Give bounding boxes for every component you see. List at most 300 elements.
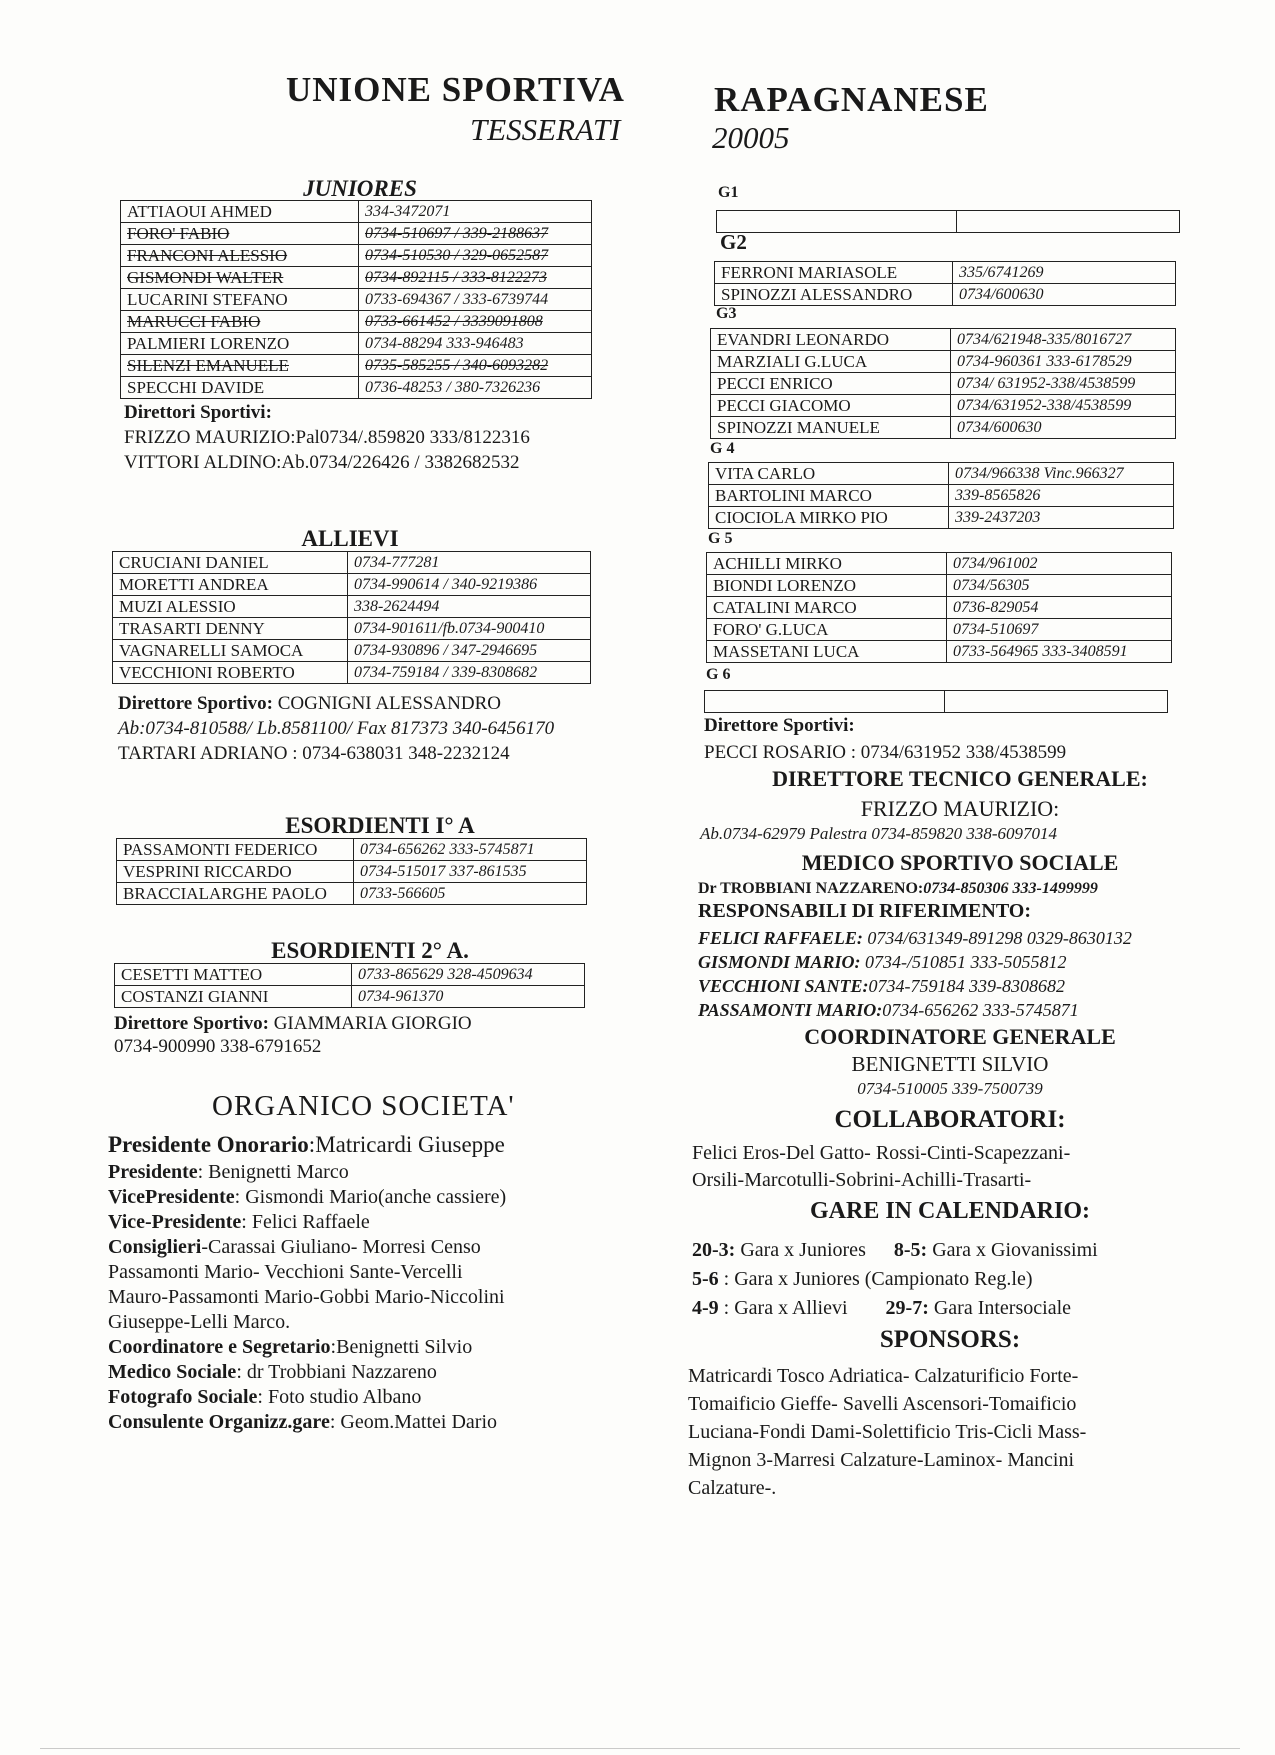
esordienti2-director-phone: 0734-900990 338-6791652: [114, 1036, 322, 1057]
phone-cell: [953, 262, 1176, 284]
member-name: MARZIALI G.LUCA: [717, 351, 868, 371]
phone-cell: [348, 552, 591, 574]
phone-cell: [352, 986, 585, 1008]
member-name: ACHILLI MIRKO: [713, 553, 842, 573]
phone-cell: [354, 883, 587, 905]
resp-phone: 0734/631349-891298 0329-8630132: [862, 928, 1132, 948]
phone-cell: [359, 333, 592, 355]
name-cell: [113, 552, 348, 574]
member-name: VESPRINI RICCARDO: [123, 861, 292, 881]
sponsors-line: Luciana-Fondi Dami-Solettificio Tris-Cicli Mass-: [688, 1421, 1087, 1443]
resp-name: VECCHIONI SANTE:: [698, 976, 869, 996]
subtitle-left: TESSERATI: [470, 112, 621, 147]
allievi-extra-contact: TARTARI ADRIANO : 0734-638031 348-2232124: [118, 743, 510, 764]
member-phone: 0734-777281: [354, 553, 440, 571]
phone-cell: [953, 284, 1176, 306]
table-row: [707, 575, 1172, 597]
member-phone: 338-2624494: [354, 597, 440, 615]
member-phone: 0734-930896 / 347-2946695: [354, 641, 538, 659]
member-name: FORO' G.LUCA: [713, 619, 829, 639]
allievi-director-name: COGNIGNI ALESSANDRO: [277, 693, 501, 714]
gare-date: 4-9: [692, 1297, 719, 1319]
sponsors-line: Matricardi Tosco Adriatica- Calzaturificio Forte-: [688, 1365, 1079, 1387]
member-phone: 0734/966338 Vinc.966327: [955, 464, 1124, 482]
member-phone: 0733-865629 328-4509634: [358, 965, 533, 983]
organico-role: Presidente Onorario: [108, 1132, 309, 1157]
table-row: [711, 329, 1176, 351]
sponsors-line: Tomaificio Gieffe- Savelli Ascensori-Tomaificio: [688, 1393, 1077, 1415]
member-phone: 0734-892115 / 333-8122273: [365, 268, 547, 286]
phone-cell: [951, 329, 1176, 351]
name-cell: [715, 284, 953, 306]
medico-line: [698, 880, 1098, 898]
esordienti2-director-label: Direttore Sportivo:: [114, 1013, 269, 1034]
name-cell: [121, 311, 359, 333]
esordienti2-director-name: GIAMMARIA GIORGIO: [273, 1013, 472, 1034]
g6-label: G 6: [706, 666, 731, 683]
member-name: SILENZI EMANUELE: [127, 355, 289, 375]
g5-label: G 5: [708, 530, 733, 547]
gare-line: [692, 1236, 1098, 1265]
consiglieri-line: Passamonti Mario- Vecchioni Sante-Vercelli: [108, 1261, 463, 1283]
juniores-director-2: VITTORI ALDINO:Ab.0734/226426 / 3382682532: [124, 452, 520, 473]
table-row: [121, 333, 592, 355]
organico-sep: :: [241, 1211, 252, 1233]
name-cell: [113, 618, 348, 640]
organico-value: Geom.Mattei Dario: [340, 1411, 498, 1433]
coord-phone: 0734-510005 339-7500739: [857, 1079, 1043, 1098]
organico-sep: :: [330, 1336, 337, 1358]
g3-label: G3: [716, 305, 737, 322]
organico-role: Vice-Presidente: [108, 1211, 242, 1233]
organico-line: [108, 1335, 648, 1360]
title-left: UNIONE SPORTIVA: [286, 70, 625, 109]
member-name: MARUCCI FABIO: [127, 311, 261, 331]
organico-value: Matricardi Giuseppe: [315, 1132, 505, 1157]
organico-line: [108, 1130, 648, 1160]
phone-cell: [951, 417, 1176, 439]
gare-line: [692, 1294, 1098, 1323]
empty-cell: [945, 691, 1168, 713]
member-name: FERRONI MARIASOLE: [721, 262, 898, 282]
title-right: RAPAGNANESE: [714, 80, 989, 119]
table-row: [121, 377, 592, 399]
gare-date: 29-7:: [885, 1297, 929, 1319]
name-cell: [707, 619, 947, 641]
member-phone: 0734-990614 / 340-9219386: [354, 575, 538, 593]
giovani-director-label: Direttore Sportivi:: [704, 715, 855, 736]
gare-text: : Gara x Allievi: [718, 1297, 848, 1319]
gare-text: Gara x Juniores: [735, 1239, 866, 1261]
g4-label: G 4: [710, 440, 735, 457]
member-name: BIONDI LORENZO: [713, 575, 857, 595]
name-cell: [709, 507, 949, 529]
phone-cell: [951, 395, 1176, 417]
sponsors-title: SPONSORS:: [879, 1326, 1021, 1353]
member-phone: 0734-759184 / 339-8308682: [354, 663, 538, 681]
gare-text: : Gara x Juniores (Campionato Reg.le): [718, 1268, 1033, 1290]
gare-line: [692, 1265, 1098, 1294]
phone-cell: [949, 507, 1174, 529]
table-row: [121, 355, 592, 377]
gare-text: Gara x Giovanissimi: [927, 1239, 1098, 1261]
table-row: [115, 964, 585, 986]
dtg-name: FRIZZO MAURIZIO:: [860, 796, 1060, 821]
resp-line: [698, 974, 1132, 998]
name-cell: [121, 377, 359, 399]
table-row: [711, 373, 1176, 395]
name-cell: [709, 463, 949, 485]
table-row: [709, 507, 1174, 529]
collab-list: [692, 1140, 1070, 1194]
phone-cell: [348, 662, 591, 684]
name-cell: [117, 883, 354, 905]
name-cell: [711, 351, 951, 373]
empty-cell: [717, 211, 957, 233]
member-phone: 0734-510530 / 329-0652587: [365, 246, 549, 264]
gare-date: 20-3:: [692, 1239, 736, 1261]
organico-role: Fotografo Sociale: [108, 1386, 258, 1408]
table-row: [113, 618, 591, 640]
resp-line: [698, 998, 1132, 1022]
name-cell: [121, 267, 359, 289]
table-row: [117, 883, 587, 905]
member-name: PALMIERI LORENZO: [127, 333, 290, 353]
member-phone: 335/6741269: [959, 263, 1044, 281]
table-row: [121, 311, 592, 333]
gare-title: GARE IN CALENDARIO:: [809, 1198, 1091, 1224]
organico-value: Benignetti Marco: [208, 1161, 349, 1183]
table-row: [121, 201, 592, 223]
name-cell: [121, 201, 359, 223]
coord-name: BENIGNETTI SILVIO: [851, 1052, 1049, 1076]
table-row: [707, 597, 1172, 619]
table-row: [117, 861, 587, 883]
member-name: SPINOZZI ALESSANDRO: [721, 284, 913, 304]
member-name: PECCI ENRICO: [717, 373, 833, 393]
table-row: [717, 211, 1180, 233]
name-cell: [113, 640, 348, 662]
member-name: CATALINI MARCO: [713, 597, 857, 617]
name-cell: [121, 245, 359, 267]
esordienti1-title: ESORDIENTI I° A: [285, 813, 475, 838]
phone-cell: [348, 574, 591, 596]
member-phone: 0733-661452 / 3339091808: [365, 312, 543, 330]
phone-cell: [947, 575, 1172, 597]
name-cell: [117, 839, 354, 861]
member-phone: 0734/600630: [957, 418, 1042, 436]
collab-title: COLLABORATORI:: [834, 1106, 1066, 1133]
organico-sep: :: [197, 1161, 209, 1183]
member-phone: 0734/56305: [953, 576, 1030, 594]
member-name: PECCI GIACOMO: [717, 395, 851, 415]
sponsors-line: Calzature-.: [688, 1477, 777, 1499]
member-phone: 0736-48253 / 380-7326236: [365, 378, 541, 396]
table-row: [707, 641, 1172, 663]
organico-line: [108, 1160, 648, 1185]
table-row: [117, 839, 587, 861]
sponsors-list: [688, 1362, 1086, 1502]
g1-table: [716, 210, 1180, 233]
organico-line: [108, 1360, 648, 1385]
collab-line: Felici Eros-Del Gatto- Rossi-Cinti-Scapezzani-: [692, 1142, 1071, 1164]
organico-role: VicePresidente: [108, 1186, 235, 1208]
organico-line: [108, 1410, 648, 1435]
organico-role: Consiglieri: [108, 1236, 202, 1258]
gare-text: Gara Intersociale: [928, 1297, 1071, 1319]
table-row: [121, 223, 592, 245]
esordienti2-table: [114, 963, 585, 1008]
name-cell: [707, 575, 947, 597]
phone-cell: [359, 355, 592, 377]
consiglieri-line: Giuseppe-Lelli Marco.: [108, 1311, 291, 1333]
phone-cell: [359, 377, 592, 399]
name-cell: [115, 964, 352, 986]
table-row: [711, 395, 1176, 417]
name-cell: [113, 662, 348, 684]
table-row: [709, 463, 1174, 485]
gare-date: 5-6: [692, 1268, 719, 1290]
phone-cell: [348, 618, 591, 640]
g2-table: [714, 261, 1176, 306]
table-row: [709, 485, 1174, 507]
table-row: [113, 640, 591, 662]
member-name: SPINOZZI MANUELE: [717, 417, 880, 437]
table-row: [121, 289, 592, 311]
organico-sep: :: [308, 1132, 316, 1157]
member-name: MORETTI ANDREA: [119, 574, 269, 594]
organico-value: Carassai Giuliano- Morresi Censo: [208, 1236, 481, 1258]
table-row: [121, 245, 592, 267]
coord-title: COORDINATORE GENERALE: [804, 1024, 1116, 1049]
organico-sep: :: [257, 1386, 268, 1408]
organico-sep: :: [236, 1361, 247, 1383]
member-name: LUCARINI STEFANO: [127, 289, 288, 309]
member-phone: 0734-88294 333-946483: [365, 334, 524, 352]
name-cell: [711, 373, 951, 395]
consiglieri-line: Mauro-Passamonti Mario-Gobbi Mario-Niccolini: [108, 1286, 505, 1308]
member-phone: 0733-694367 / 333-6739744: [365, 290, 549, 308]
juniores-directors-label: Direttori Sportivi:: [124, 402, 272, 423]
member-name: BARTOLINI MARCO: [715, 485, 872, 505]
name-cell: [117, 861, 354, 883]
member-phone: 0734/ 631952-338/4538599: [957, 374, 1136, 392]
member-name: VITA CARLO: [715, 463, 816, 483]
organico-line: [108, 1235, 648, 1260]
resp-name: GISMONDI MARIO:: [698, 952, 861, 972]
phone-cell: [951, 351, 1176, 373]
esordienti2-director: [114, 1012, 472, 1035]
allievi-title: ALLIEVI: [301, 526, 399, 551]
member-name: TRASARTI DENNY: [119, 618, 265, 638]
member-phone: 0734-901611/fb.0734-900410: [354, 619, 545, 637]
scan-edge: [40, 1748, 1240, 1749]
member-name: ATTIAOUI AHMED: [127, 201, 272, 221]
organico-role: Coordinatore e Segretario: [108, 1336, 331, 1358]
allievi-director-contacts: Ab:0734-810588/ Lb.8581100/ Fax 817373 340-6456170: [118, 718, 555, 739]
member-name: VECCHIONI ROBERTO: [119, 662, 295, 682]
phone-cell: [359, 311, 592, 333]
resp-phone: 0734-759184 339-8308682: [868, 976, 1066, 996]
resp-line: [698, 926, 1132, 950]
juniores-director-1: FRIZZO MAURIZIO:Pal0734/.859820 333/8122316: [124, 427, 530, 448]
table-row: [113, 552, 591, 574]
resp-line: [698, 950, 1132, 974]
name-cell: [121, 223, 359, 245]
member-phone: 0734-510697: [953, 620, 1039, 638]
resp-phone: 0734-656262 333-5745871: [882, 1000, 1079, 1020]
phone-cell: [359, 223, 592, 245]
organico-line: [108, 1210, 648, 1235]
medico-phone: 0734-850306 333-1499999: [923, 880, 1098, 897]
name-cell: [715, 262, 953, 284]
phone-cell: [359, 267, 592, 289]
member-phone: 0734-510697 / 339-2188637: [365, 224, 549, 242]
member-name: BRACCIALARGHE PAOLO: [123, 883, 327, 903]
member-phone: 0736-829054: [953, 598, 1039, 616]
giovani-director-line: PECCI ROSARIO : 0734/631952 338/4538599: [704, 742, 1067, 763]
organico-value: Gismondi Mario(anche cassiere): [245, 1186, 507, 1208]
name-cell: [121, 289, 359, 311]
gare-date: 8-5:: [893, 1239, 928, 1261]
member-name: FORO' FABIO: [127, 223, 230, 243]
member-phone: 0734/961002: [953, 554, 1038, 572]
name-cell: [707, 597, 947, 619]
member-phone: 0734-960361 333-6178529: [957, 352, 1132, 370]
member-name: MUZI ALESSIO: [119, 596, 236, 616]
organico-line: [108, 1185, 648, 1210]
member-phone: 334-3472071: [365, 202, 451, 220]
allievi-director-label: Direttore Sportivo:: [118, 693, 273, 714]
organico-role: Consulente Organizz.gare: [108, 1411, 330, 1433]
name-cell: [113, 596, 348, 618]
name-cell: [711, 417, 951, 439]
organico-sep: :: [234, 1186, 246, 1208]
table-row: [113, 662, 591, 684]
organico-role: Medico Sociale: [108, 1361, 237, 1383]
member-name: CRUCIANI DANIEL: [119, 552, 269, 572]
phone-cell: [949, 463, 1174, 485]
member-name: PASSAMONTI FEDERICO: [123, 839, 318, 859]
resp-name: FELICI RAFFAELE:: [698, 928, 863, 948]
phone-cell: [947, 619, 1172, 641]
organico-value: Benignetti Silvio: [336, 1336, 473, 1358]
member-name: CESETTI MATTEO: [121, 964, 263, 984]
organico-value: dr Trobbiani Nazzareno: [246, 1361, 437, 1383]
name-cell: [121, 333, 359, 355]
resp-phone: 0734-/510851 333-5055812: [860, 952, 1067, 972]
organico-sep: :: [329, 1411, 341, 1433]
juniores-table: [120, 200, 592, 399]
member-phone: 0733-566605: [360, 884, 446, 902]
member-name: MASSETANI LUCA: [713, 641, 860, 661]
juniores-title: JUNIORES: [303, 176, 417, 201]
name-cell: [113, 574, 348, 596]
resp-title: RESPONSABILI DI RIFERIMENTO:: [698, 900, 1032, 922]
member-phone: 0734-656262 333-5745871: [360, 840, 535, 858]
g6-table: [704, 690, 1168, 713]
organico-value: Foto studio Albano: [267, 1386, 422, 1408]
table-row: [711, 351, 1176, 373]
allievi-table: [112, 551, 591, 684]
g3-table: [710, 328, 1176, 439]
empty-cell: [705, 691, 945, 713]
member-phone: 0734/621948-335/8016727: [957, 330, 1132, 348]
member-phone: 0735-585255 / 340-6093282: [365, 356, 549, 374]
table-row: [707, 553, 1172, 575]
phone-cell: [354, 839, 587, 861]
member-name: SPECCHI DAVIDE: [127, 377, 265, 397]
table-row: [707, 619, 1172, 641]
allievi-director: [118, 692, 501, 715]
esordienti2-title: ESORDIENTI 2° A.: [271, 938, 469, 963]
dtg-contacts: Ab.0734-62979 Palestra 0734-859820 338-6097014: [700, 824, 1057, 843]
organico-title: ORGANICO SOCIETA': [212, 1090, 515, 1122]
esordienti1-table: [116, 838, 587, 905]
name-cell: [115, 986, 352, 1008]
phone-cell: [354, 861, 587, 883]
member-phone: 0734/600630: [959, 285, 1044, 303]
table-row: [121, 267, 592, 289]
table-row: [113, 596, 591, 618]
table-row: [705, 691, 1168, 713]
phone-cell: [359, 245, 592, 267]
member-phone: 339-2437203: [955, 508, 1041, 526]
phone-cell: [348, 640, 591, 662]
organico-value: Felici Raffaele: [251, 1211, 370, 1233]
g2-label: G2: [720, 230, 747, 254]
member-phone: 0734/631952-338/4538599: [957, 396, 1132, 414]
organico-sep: -: [201, 1236, 209, 1258]
member-name: GISMONDI WALTER: [127, 267, 284, 287]
name-cell: [709, 485, 949, 507]
medico-title: MEDICO SPORTIVO SOCIALE: [801, 850, 1119, 875]
phone-cell: [359, 289, 592, 311]
member-name: CIOCIOLA MIRKO PIO: [715, 507, 888, 527]
g5-table: [706, 552, 1172, 663]
phone-cell: [947, 641, 1172, 663]
g4-table: [708, 462, 1174, 529]
phone-cell: [949, 485, 1174, 507]
organico-line: [108, 1385, 648, 1410]
medico-name: Dr TROBBIANI NAZZARENO:: [698, 880, 924, 897]
collab-line: Orsili-Marcotulli-Sobrini-Achilli-Trasarti-: [692, 1169, 1032, 1191]
table-row: [113, 574, 591, 596]
name-cell: [707, 641, 947, 663]
member-name: EVANDRI LEONARDO: [717, 329, 890, 349]
phone-cell: [348, 596, 591, 618]
table-row: [715, 262, 1176, 284]
name-cell: [707, 553, 947, 575]
member-name: FRANCONI ALESSIO: [127, 245, 288, 265]
name-cell: [711, 395, 951, 417]
dtg-title: DIRETTORE TECNICO GENERALE:: [772, 766, 1148, 791]
empty-cell: [957, 211, 1180, 233]
subtitle-right: 20005: [712, 120, 790, 155]
member-phone: 0734-961370: [358, 987, 444, 1005]
name-cell: [121, 355, 359, 377]
table-row: [115, 986, 585, 1008]
gare-list: [692, 1236, 1098, 1323]
resp-name: PASSAMONTI MARIO:: [698, 1000, 883, 1020]
phone-cell: [947, 597, 1172, 619]
member-name: VAGNARELLI SAMOCA: [119, 640, 304, 660]
sponsors-line: Mignon 3-Marresi Calzature-Laminox- Mancini: [688, 1449, 1074, 1471]
g1-label: G1: [718, 184, 739, 201]
table-row: [711, 417, 1176, 439]
member-phone: 0734-515017 337-861535: [360, 862, 527, 880]
phone-cell: [951, 373, 1176, 395]
